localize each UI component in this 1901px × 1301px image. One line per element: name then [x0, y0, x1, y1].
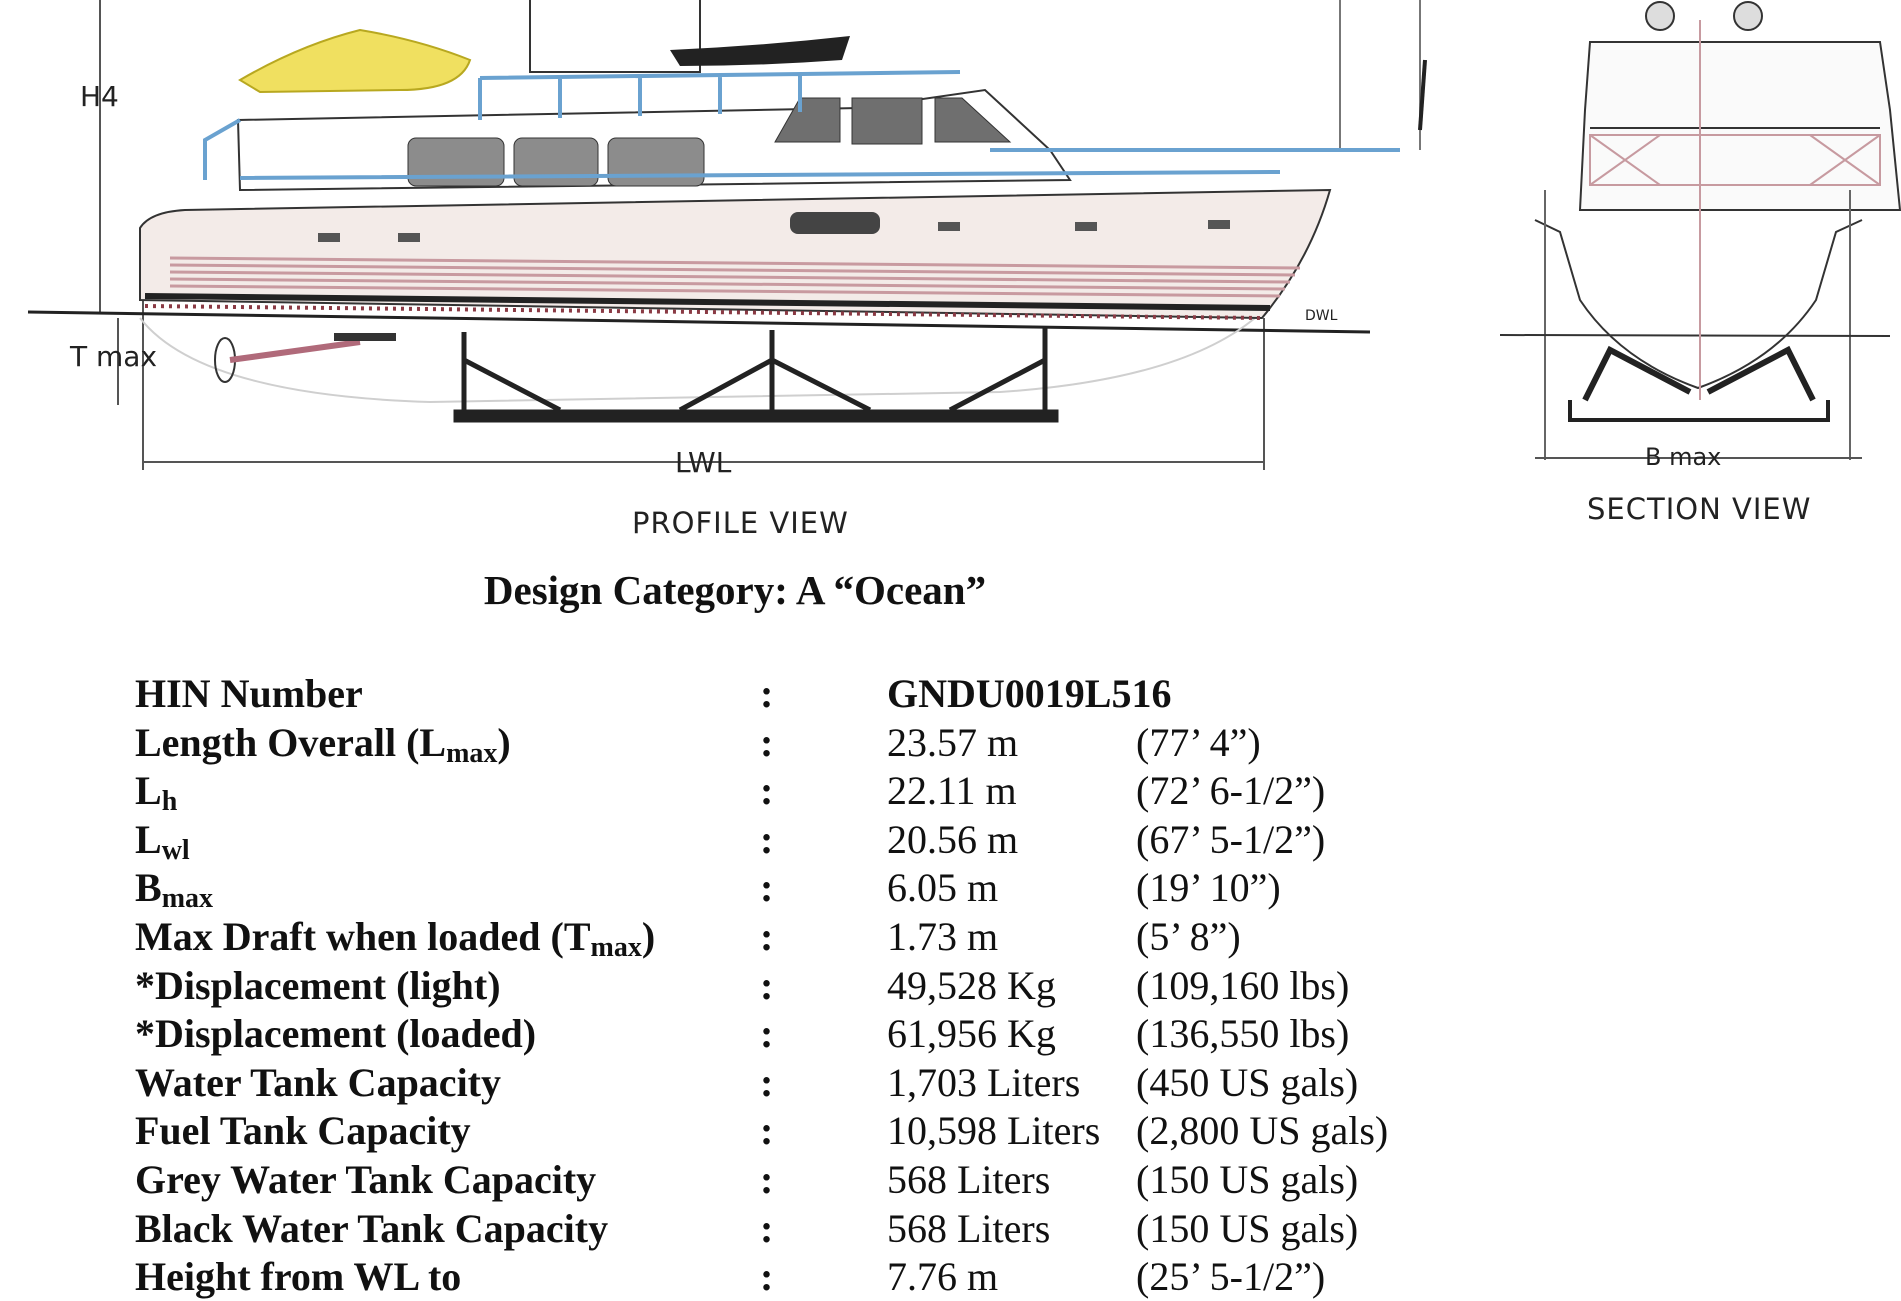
spec-imperial-value: (109,160 lbs) [1136, 962, 1350, 1008]
spec-metric-value: 568 Liters [887, 1205, 1051, 1251]
spec-imperial-value: (67’ 5-1/2”) [1136, 816, 1326, 862]
spec-colon: : [760, 1254, 774, 1300]
spec-metric-value: 23.57 m [887, 719, 1019, 765]
propeller-rudder [215, 334, 395, 382]
boat-cradle [456, 326, 1056, 420]
spec-label-subscript: max [446, 737, 498, 769]
yacht-hull [140, 190, 1330, 318]
spec-row [135, 1010, 1435, 1058]
section-view-drawing [1500, 2, 1900, 460]
h4-label: H4 [80, 80, 119, 113]
b-max-label: B max [1645, 443, 1722, 471]
spec-imperial-value: (150 US gals) [1136, 1205, 1359, 1251]
spec-label: Max Draft when loaded $(T_{max})$ [135, 914, 656, 963]
spec-imperial-value: (77’ 4”) [1136, 719, 1261, 765]
yacht-drawing [0, 0, 1901, 560]
dwl-label: DWL [1305, 308, 1338, 324]
spec-colon: : [760, 671, 774, 716]
spec-imperial-value: (5’ 8”) [1136, 914, 1241, 959]
yacht-superstructure [205, 0, 1425, 190]
lwl-label: LWL [675, 446, 732, 479]
spec-label-subscript: max [590, 932, 642, 963]
spec-row [135, 1205, 1435, 1253]
spec-imperial-value: (25’ 5-1/2”) [1136, 1254, 1326, 1300]
spec-colon: : [760, 1011, 774, 1057]
spec-label-subscript: h [161, 786, 178, 818]
spec-label: $L_{wl}$ [135, 816, 190, 866]
spec-label: $L_h$ [135, 768, 178, 818]
spec-label: Length Overall $(L_{max})$ [135, 719, 511, 769]
section-view-caption: SECTION VIEW [1587, 492, 1812, 526]
spec-row [135, 1107, 1435, 1155]
profile-view-caption: PROFILE VIEW [632, 506, 849, 540]
spec-row [135, 670, 1435, 718]
spec-label: Height from WL to [135, 1254, 462, 1300]
spec-imperial-value: (450 US gals) [1136, 1059, 1359, 1105]
spec-imperial-value: (72’ 6-1/2”) [1136, 768, 1326, 814]
spec-metric-value: 7.76 m [887, 1254, 999, 1300]
spec-row [135, 864, 1435, 915]
spec-imperial-value: (136,550 lbs) [1136, 1011, 1350, 1057]
spec-colon: : [760, 1157, 774, 1202]
spec-metric-value: 61,956 Kg [887, 1011, 1056, 1057]
spec-label: Fuel Tank Capacity [135, 1108, 471, 1154]
spec-row [135, 913, 1435, 961]
spec-label: Water Tank Capacity [135, 1059, 501, 1105]
spec-metric-value: 20.56 m [887, 816, 1019, 862]
spec-row [135, 962, 1435, 1010]
spec-label: $B_{max}$ [135, 865, 214, 915]
spec-colon: : [760, 1108, 774, 1154]
spec-label: *Displacement (light) [135, 962, 501, 1008]
spec-colon: : [760, 865, 774, 911]
design-category: Design Category: A “Ocean” [483, 567, 987, 613]
spec-row [135, 1156, 1435, 1204]
t-max-label: T max [70, 340, 158, 373]
spec-colon: : [760, 1059, 774, 1105]
spec-row [135, 767, 1435, 818]
spec-metric-value: 568 Liters [887, 1157, 1051, 1202]
spec-label: Grey Water Tank Capacity [135, 1157, 597, 1202]
spec-label: *Displacement (loaded) [135, 1011, 537, 1057]
spec-row [135, 1253, 1435, 1301]
spec-label-subscript: wl [161, 834, 190, 866]
spec-colon: : [760, 914, 774, 959]
spec-label: HIN Number [135, 671, 363, 716]
spec-row [135, 1059, 1435, 1107]
spec-label-subscript: max [161, 883, 214, 915]
spec-metric-value: 1.73 m [887, 914, 999, 959]
spec-colon: : [760, 1205, 774, 1251]
spec-metric-value: 22.11 m [887, 768, 1017, 814]
spec-row [135, 719, 1435, 767]
spec-metric-value: GNDU0019L516 [887, 671, 1172, 716]
spec-imperial-value: (19’ 10”) [1136, 865, 1281, 911]
spec-colon: : [760, 816, 774, 862]
spec-imperial-value: (150 US gals) [1136, 1157, 1359, 1202]
spec-label: Black Water Tank Capacity [135, 1205, 609, 1251]
spec-colon: : [760, 719, 774, 765]
spec-imperial-value: (2,800 US gals) [1136, 1108, 1389, 1154]
spec-metric-value: 1,703 Liters [887, 1059, 1081, 1105]
spec-metric-value: 6.05 m [887, 865, 999, 911]
spec-row [135, 816, 1435, 864]
spec-colon: : [760, 962, 774, 1008]
spec-colon: : [760, 768, 774, 814]
spec-metric-value: 10,598 Liters [887, 1108, 1101, 1154]
spec-metric-value: 49,528 Kg [887, 962, 1056, 1008]
